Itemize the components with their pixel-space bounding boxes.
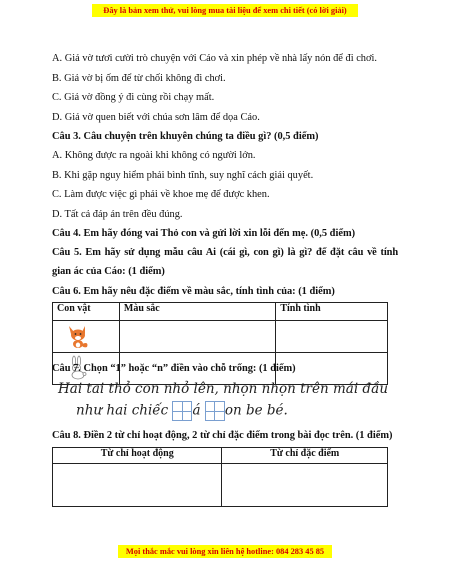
header-characteristic-words: Từ chỉ đặc điểm (222, 448, 388, 464)
fox-icon (65, 323, 91, 349)
header-activity-words: Từ chỉ hoạt động (53, 448, 222, 464)
fox-color-answer[interactable] (119, 321, 275, 353)
q2-option-a: A. Giả vờ tươi cười trò chuyện với Cáo và xin phép về nhà lấy nón để đi chơi. (52, 53, 377, 64)
q3-option-d: D. Tất cả đáp án trên đều đúng. (52, 209, 183, 220)
words-table (52, 447, 388, 507)
q3-option-a: A. Không được ra ngoài khi không có người lớn. (52, 150, 256, 161)
fill-box-2[interactable] (205, 401, 225, 421)
question-3: Câu 3. Câu chuyện trên khuyên chúng ta điều gì? (0,5 điểm) (52, 131, 319, 142)
fox-cell (53, 321, 120, 353)
question-5-line-1: Câu 5. Em hãy sử dụng mẫu câu Ai (cái gì, con gì) là gì? để đặt câu về tính (52, 247, 398, 258)
question-6: Câu 6. Em hãy nêu đặc điểm về màu sắc, tính tình của: (1 điểm) (52, 286, 335, 297)
handwriting-part-a: như hai chiếc (76, 402, 169, 419)
handwriting-part-b: á (192, 402, 201, 419)
q2-option-d: D. Giả vờ quen biết với chúa sơn lâm để dọa Cáo. (52, 112, 260, 123)
q3-option-c: C. Làm được việc gì phải về khoe mẹ để được khen. (52, 189, 270, 200)
fox-personality-answer[interactable] (276, 321, 388, 353)
preview-banner: Đây là bản xem thử, vui lòng mua tài liệu để xem chi tiết (có lời giải) (92, 4, 358, 17)
characteristic-words-answer[interactable] (222, 464, 388, 507)
q2-option-b: B. Giả vờ bị ốm để từ chối không đi chơi. (52, 73, 226, 84)
question-8: Câu 8. Điền 2 từ chỉ hoạt động, 2 từ chỉ đặc điểm trong bài đọc trên. (1 điểm) (52, 430, 393, 441)
question-7: Câu 7. Chọn “1” hoặc “n” điền vào chỗ trống: (1 điểm) (52, 363, 296, 374)
header-personality: Tính tình (276, 303, 388, 321)
handwriting-line-1: Hai tai thỏ con nhỏ lên, nhọn nhọn trên mái đầu (58, 381, 389, 397)
question-4: Câu 4. Em hãy đóng vai Thỏ con và gửi lời xin lỗi đến mẹ. (0,5 điểm) (52, 228, 356, 239)
handwriting-part-c: on be bé. (224, 402, 288, 419)
q3-option-b: B. Khi gặp nguy hiểm phải bình tĩnh, suy nghĩ cách giải quyết. (52, 170, 314, 181)
header-color: Màu sắc (119, 303, 275, 321)
header-animal: Con vật (53, 303, 120, 321)
hotline-footer: Mọi thắc mắc vui lòng xin liên hệ hotline: 084 283 45 85 (118, 545, 332, 558)
q2-option-c: C. Giả vờ đồng ý đi cùng rồi chạy mất. (52, 92, 215, 103)
fill-box-1[interactable] (172, 401, 192, 421)
activity-words-answer[interactable] (53, 464, 222, 507)
handwriting-line-2 (76, 401, 288, 421)
question-5-line-2: gian ác của Cáo: (1 điểm) (52, 266, 165, 277)
